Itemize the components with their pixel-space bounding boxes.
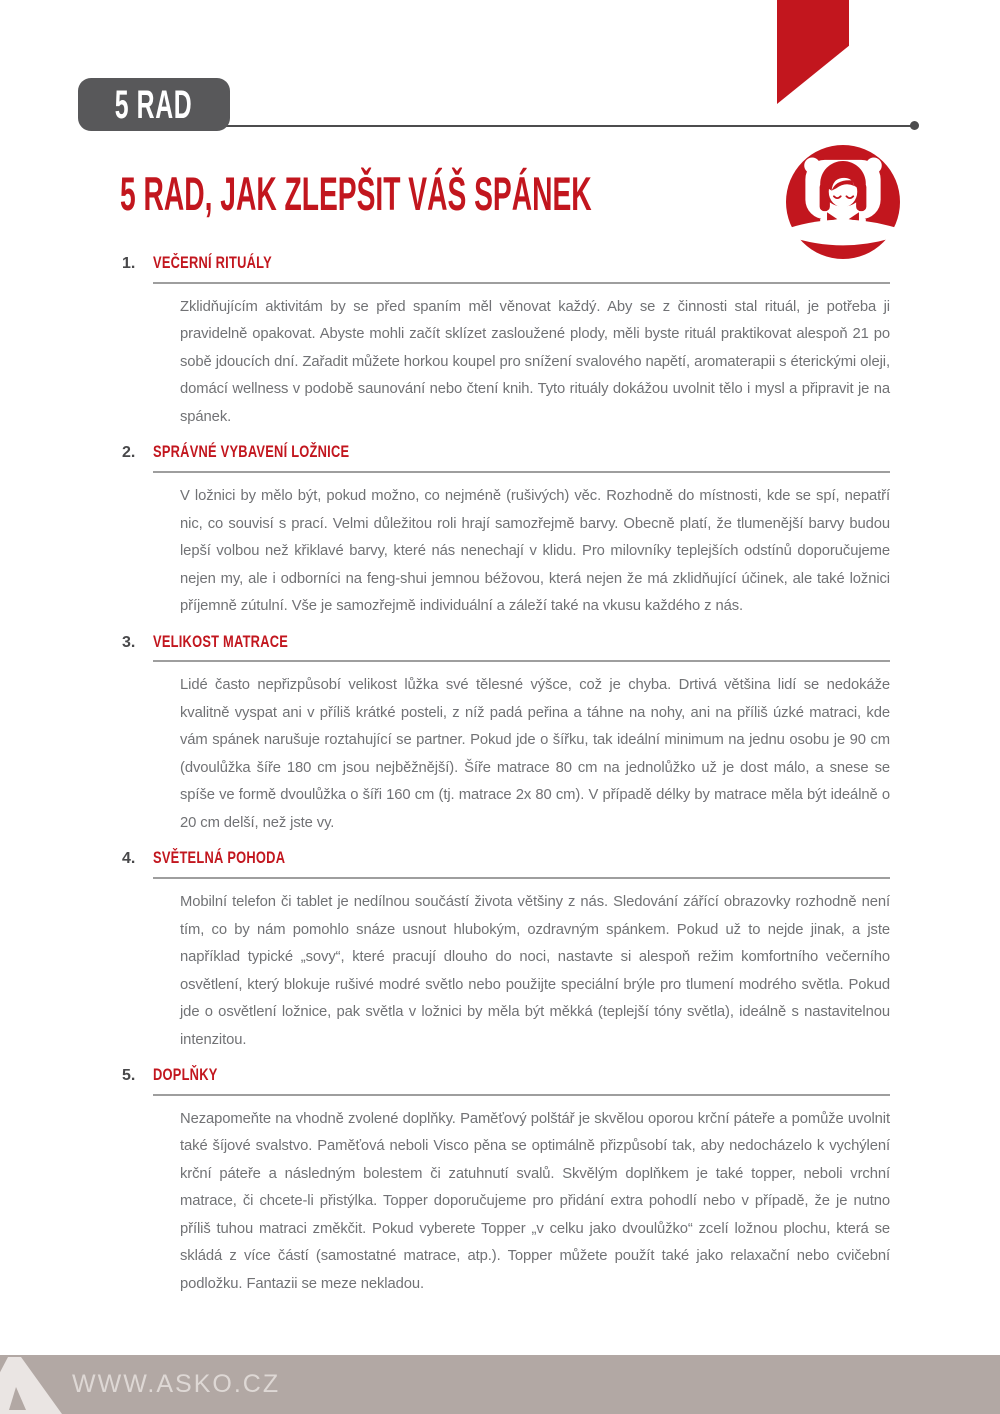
section-heading-row: [122, 849, 890, 879]
section-accessories: [122, 1066, 890, 1298]
section-heading-row: [122, 443, 890, 473]
section-body: Nezapomeňte na vhodně zvolené doplňky. Paměťový polštář je skvělou oporou krční páteře a pomůže uvolnit také šíjové svalstvo. Paměťová neboli Visco pěna se optimálně přizpůsobí tak, aby nedocházelo k vychýlení krční páteře a následným bolestem či zatuhnutí svalů. Skvělým doplňkem je také topper, neboli vrchní matrace, či chcete-li přistýlka. Topper doporučujeme pro přidání extra pohodlí nebo v případě, že je nutno příliš tuhou matraci změkčit. Pokud vyberete Topper „v celku jako dvoulůžko“ zcelí ložnou plochu, která se skládá z více částí (samostatné matrace, atp.). Topper můžete použít také jako relaxační nebo cvičební podložku. Fantazii se meze nekladou.: [180, 1110, 890, 1292]
section-body: Zklidňujícím aktivitám by se před spaním měl věnovat každý. Aby se z činnosti stal rituál, je potřeba ji pravidelně opakovat. Abyste mohli začít sklízet zasloužené plody, měli byste rituál praktikovat alespoň 21 po sobě jdoucích dní. Zařadit můžete horkou koupel pro snížení svalového napětí, aromaterapii s éterickými oleji, domácí wellness v podobě saunování nebo čtení knih. Tyto rituály dokážou uvolnit tělo i mysl a připravit je na spánek.: [180, 298, 890, 425]
section-heading: VELIKOST MATRACE: [153, 632, 289, 651]
section-number: 1.: [122, 255, 136, 272]
section-body: Lidé často nepřizpůsobí velikost lůžka své tělesné výšce, což je chyba. Drtivá většina lidí se nedokáže kvalitně vyspat ani v příliš krátké posteli, z níž padá peřina a táhne na nohy, ani na příliš úzké matraci, kde vám spánek narušuje roztahující se partner. Pokud jde o šířku, tak ideální minimum na jednu osobu je 90 cm (dvoulůžka šíře 180 cm jsou nejběžnější). Šíře matrace 80 cm na jednolůžko už je dost málo, a snese se spíše ve formě dvoulůžka o šíři 160 cm (tj. matrace 2x 80 cm). V případě délky by matrace měla být ideálně o 20 cm delší, než jste vy.: [180, 677, 890, 831]
section-heading: SPRÁVNÉ VYBAVENÍ LOŽNICE: [153, 443, 350, 462]
section-heading-row: [122, 633, 890, 663]
section-number: 3.: [122, 633, 136, 651]
section-light-comfort: [122, 849, 890, 1054]
section-body: V ložnici by mělo být, pokud možno, co nejméně (rušivých) věc. Rozhodně do místnosti, kde se spí, nepatří nic, co souvisí s prací. Velmi důležitou roli hrají samozřejmě barvy. Obecně platí, že tlumenější barvy budou lepší volbou než křiklavé barvy, které nás nenechají v klidu. Pro milovníky teplejších odstínů doporučujeme nejen my, ale i odborníci na feng-shui jemnou béžovou, která nejen že má zklidňující účinek, ale také ložnici příjemně zútulní. Vše je samozřejmě individuální a záleží také na vkusu každého z nás.: [180, 488, 890, 615]
ribbon-bookmark-icon: [777, 0, 849, 104]
section-body: Mobilní telefon či tablet je nedílnou součástí života většiny z nás. Sledování zářící obrazovky rozhodně není tím, co by nám pomohlo snáze usnout hlubokým, ozdravným spánkem. Pokud už to nejde jinak, a jste například typické „sovy“, které pracují dlouho do noci, nastavte si alespoň režim komfortního večerního osvětlení, který blokuje rušivé modré světlo nebo použijte speciální brýle pro tlumení modrého světla. Pokud jde o osvětlení ložnice, pak světla v ložnici by měla být měkká (teplejší tóny světla), ideálně s nastavitelnou intenzitou.: [180, 894, 890, 1048]
section-heading-underline: [153, 254, 890, 284]
page-badge: [78, 78, 230, 131]
header-rule-dot: [910, 121, 919, 130]
section-number: 4.: [122, 850, 136, 868]
section-heading-underline: [153, 1066, 890, 1096]
page-title-text: 5 RAD, JAK ZLEPŠIT VÁŠ SPÁNEK: [120, 167, 592, 220]
section-number: 2.: [122, 444, 136, 462]
section-heading-row: [122, 1066, 890, 1096]
sleeping-woman-icon: [786, 145, 900, 259]
footer-url[interactable]: WWW.ASKO.CZ: [72, 1370, 281, 1398]
page-badge-label: 5 RAD: [115, 82, 193, 127]
section-number: 5.: [122, 1067, 136, 1085]
section-heading-underline: [153, 443, 890, 473]
sections-list: [122, 254, 890, 1310]
section-heading-underline: [153, 633, 890, 663]
section-heading-underline: [153, 849, 890, 879]
section-mattress-size: [122, 633, 890, 838]
section-evening-rituals: [122, 254, 890, 431]
section-heading-row: [122, 254, 890, 284]
section-heading: VEČERNÍ RITUÁLY: [153, 254, 272, 272]
section-heading: DOPLŇKY: [153, 1066, 218, 1085]
section-heading: SVĚTELNÁ POHODA: [153, 849, 286, 868]
section-bedroom-equipment: [122, 443, 890, 620]
